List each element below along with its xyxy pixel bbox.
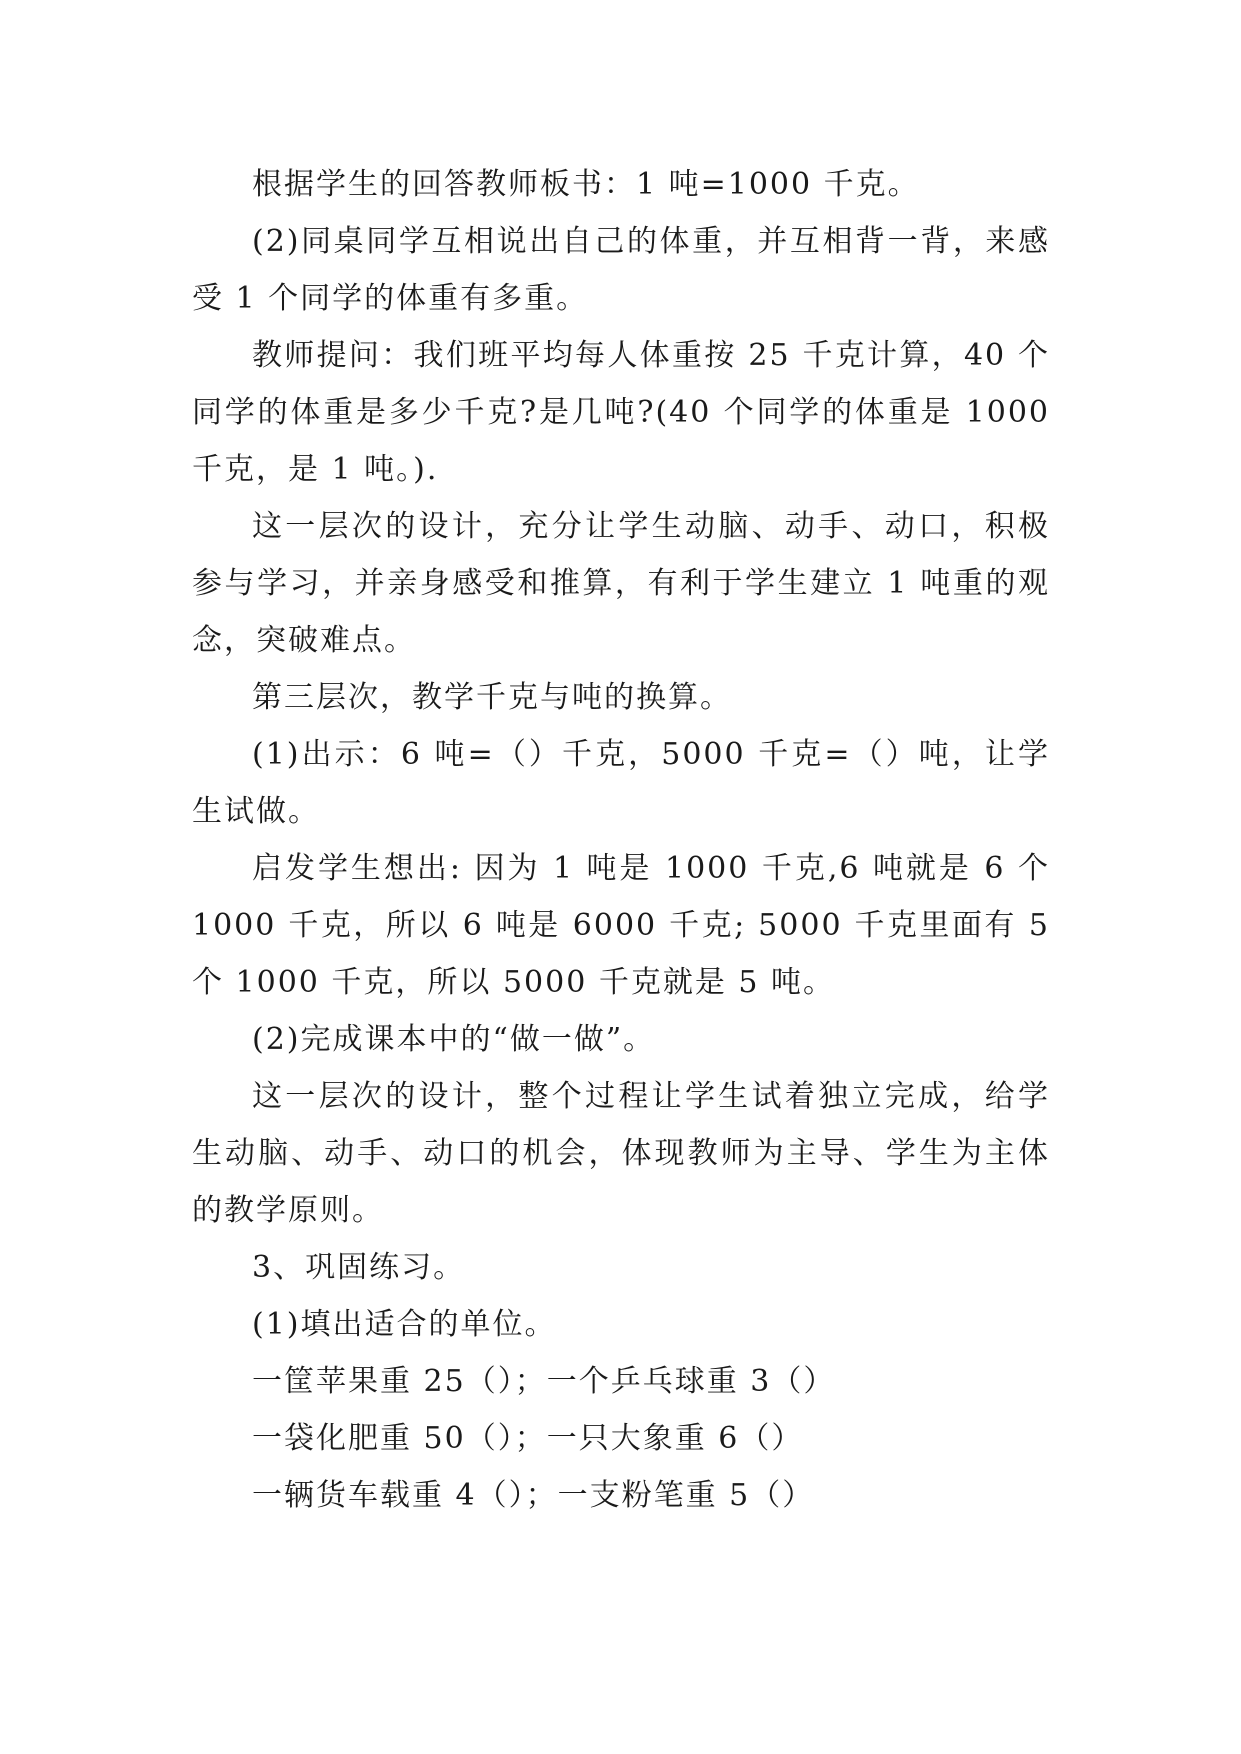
exercise-line-1: 一筐苹果重 25（）；一个乒乓球重 3（） [252,1364,836,1399]
exercise-line-2: 一袋化肥重 50（）；一只大象重 6（） [252,1421,804,1456]
paragraph-design-note-2: 这一层次的设计，整个过程让学生试着独立完成，给学生动脑、动手、动口的机会，体现教师为主导、学生为主体的教学原则。 [192,1079,1050,1228]
exercise-line-3: 一辆货车载重 4（）；一支粉笔重 5（） [252,1478,815,1513]
paragraph-teacher-question: 教师提问：我们班平均每人体重按 25 千克计算，40 个同学的体重是多少千克?是几吨?(40 个同学的体重是 1000 千克，是 1 吨。). [192,338,1050,487]
paragraph-design-note-1: 这一层次的设计，充分让学生动脑、动手、动口，积极参与学习，并亲身感受和推算，有利于学生建立 1 吨重的观念，突破难点。 [192,509,1050,658]
paragraph-consolidation-heading: 3、巩固练习。 [252,1250,466,1285]
paragraph-show-exercise: (1)出示：6 吨=（）千克，5000 千克=（）吨，让学生试做。 [192,737,1050,829]
paragraph-inspire-students: 启发学生想出: 因为 1 吨是 1000 千克,6 吨就是 6 个 1000 千克，所以 6 吨是 6000 千克; 5000 千克里面有 5 个 1000 千克，所以 5000 千克就是 5 吨。 [192,851,1050,1000]
document-body [192,156,1050,1524]
paragraph-deskmate-activity: (2)同桌同学互相说出自己的体重，并互相背一背，来感受 1 个同学的体重有多重。 [192,224,1050,316]
paragraph-board-note: 根据学生的回答教师板书：1 吨=1000 千克。 [252,167,920,202]
paragraph-fill-units: (1)填出适合的单位。 [252,1307,557,1342]
paragraph-textbook-task: (2)完成课本中的“做一做”。 [252,1022,656,1057]
paragraph-third-level: 第三层次，教学千克与吨的换算。 [252,680,732,715]
